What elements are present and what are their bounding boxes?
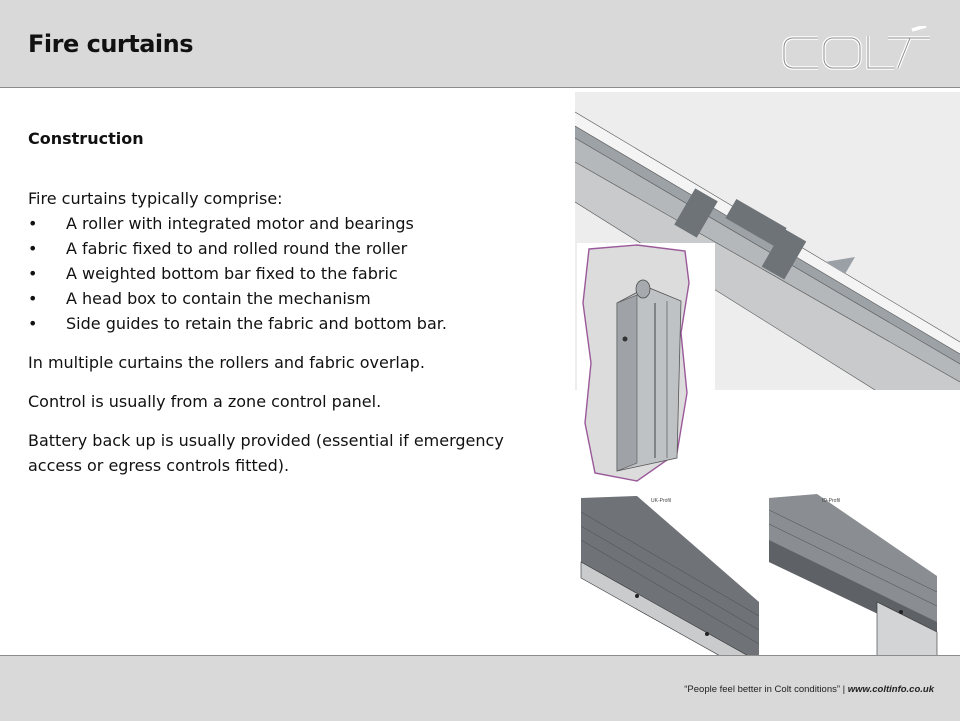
tagline-separator: | bbox=[840, 684, 848, 695]
components-list bbox=[28, 211, 548, 336]
slide-title: Fire curtains bbox=[28, 30, 194, 58]
bullet-glyph: • bbox=[28, 239, 38, 258]
control-text: Control is usually from a zone control panel. bbox=[28, 392, 382, 411]
list-item: • A roller with integrated motor and bearings bbox=[28, 211, 548, 236]
uk-profile-label: UK-Profil bbox=[651, 498, 672, 504]
bullet-glyph: • bbox=[28, 314, 38, 333]
website-link[interactable]: www.coltinfo.co.uk bbox=[847, 684, 934, 695]
content-area bbox=[28, 126, 548, 478]
footer-tagline bbox=[684, 684, 934, 695]
list-item: • A weighted bottom bar fixed to the fabric bbox=[28, 261, 548, 286]
colt-logo bbox=[780, 26, 938, 76]
side-guide-image bbox=[577, 243, 715, 488]
overlap-text: In multiple curtains the rollers and fabric overlap. bbox=[28, 353, 425, 372]
list-item: • A head box to contain the mechanism bbox=[28, 286, 548, 311]
list-item: • Side guides to retain the fabric and bottom bar. bbox=[28, 311, 548, 336]
tagline-text: “People feel better in Colt conditions” bbox=[684, 684, 841, 695]
bottom-bar-profiles-image bbox=[577, 492, 960, 680]
bullet-glyph: • bbox=[28, 289, 38, 308]
battery-text: Battery back up is usually provided (essential if emergency access or egress controls fitted). bbox=[28, 431, 504, 475]
bullet-glyph: • bbox=[28, 214, 38, 233]
section-subtitle: Construction bbox=[28, 129, 144, 148]
bullet-glyph: • bbox=[28, 264, 38, 283]
intro-text: Fire curtains typically comprise: bbox=[28, 189, 283, 208]
id-profile-label: ID-Profil bbox=[822, 498, 841, 504]
list-item: • A fabric fixed to and rolled round the roller bbox=[28, 236, 548, 261]
